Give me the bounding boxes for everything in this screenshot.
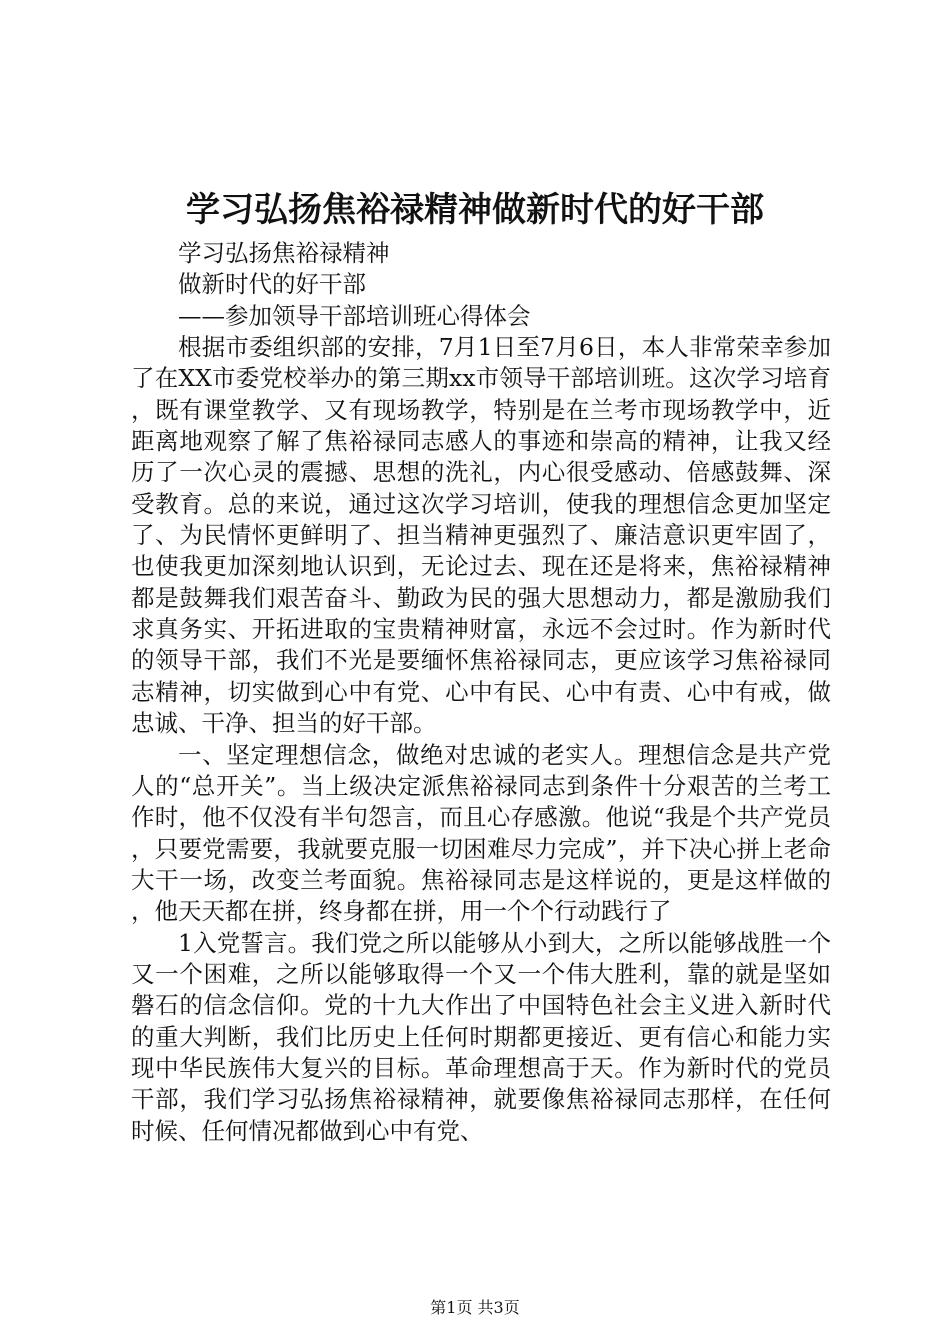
subtitle-line: 学习弘扬焦裕禄精神: [178, 239, 390, 267]
body-paragraph: 一、坚定理想信念，做绝对忠诚的老实人。理想信念是共产党人的“总开关”。当上级决定派焦裕禄同志到条件十分艰苦的兰考工作时，他不仅没有半句怨言，而且心存感激。他说“我是个共产党员，只要党需要，我就要克服一切困难尽力完成”，并下决心拼上老命大干一场，改变兰考面貌。焦裕禄同志是这样说的，更是这样做的，他天天都在拼，终身都在拼，用一个个行动践行了: [131, 740, 831, 926]
page-number: 第1页 共3页: [430, 1298, 520, 1317]
subtitle-line: ——参加领导干部培训班心得体会: [178, 301, 531, 330]
document-body: [131, 238, 831, 1147]
body-paragraph: 1入党誓言。我们党之所以能够从小到大，之所以能够战胜一个又一个困难，之所以能够取得一个又一个伟大胜利，靠的就是坚如磐石的信念信仰。党的十九大作出了中国特色社会主义进入新时代的重大判断，我们比历史上任何时期都更接近、更有信心和能力实现中华民族伟大复兴的目标。革命理想高于天。作为新时代的党员干部，我们学习弘扬焦裕禄精神，就要像焦裕禄同志那样，在任何时候、任何情况都做到心中有党、: [131, 928, 831, 1145]
subtitle-line: 做新时代的好干部: [178, 270, 366, 299]
body-paragraph: 根据市委组织部的安排，7月1日至7月6日，本人非常荣幸参加了在XX市委党校举办的第三期xx市领导干部培训班。这次学习培育，既有课堂教学、又有现场教学，特别是在兰考市现场教学中，近距离地观察了解了焦裕禄同志感人的事迹和崇高的精神，让我又经历了一次心灵的震撼、思想的洗礼，内心很受感动、倍感鼓舞、深受教育。总的来说，通过这次学习培训，使我的理想信念更加坚定了、为民情怀更鲜明了、担当精神更强烈了、廉洁意识更牢固了，也使我更加深刻地认识到，无论过去、现在还是将来，焦裕禄精神都是鼓舞我们艰苦奋斗、勤政为民的强大思想动力，都是激励我们求真务实、开拓进取的宝贵精神财富，永远不会过时。作为新时代的领导干部，我们不光是要缅怀焦裕禄同志，更应该学习焦裕禄同志精神，切实做到心中有党、心中有民、心中有责、心中有戒，做忠诚、干净、担当的好干部。: [131, 333, 831, 738]
document-title: 学习弘扬焦裕禄精神做新时代的好干部: [186, 190, 764, 230]
